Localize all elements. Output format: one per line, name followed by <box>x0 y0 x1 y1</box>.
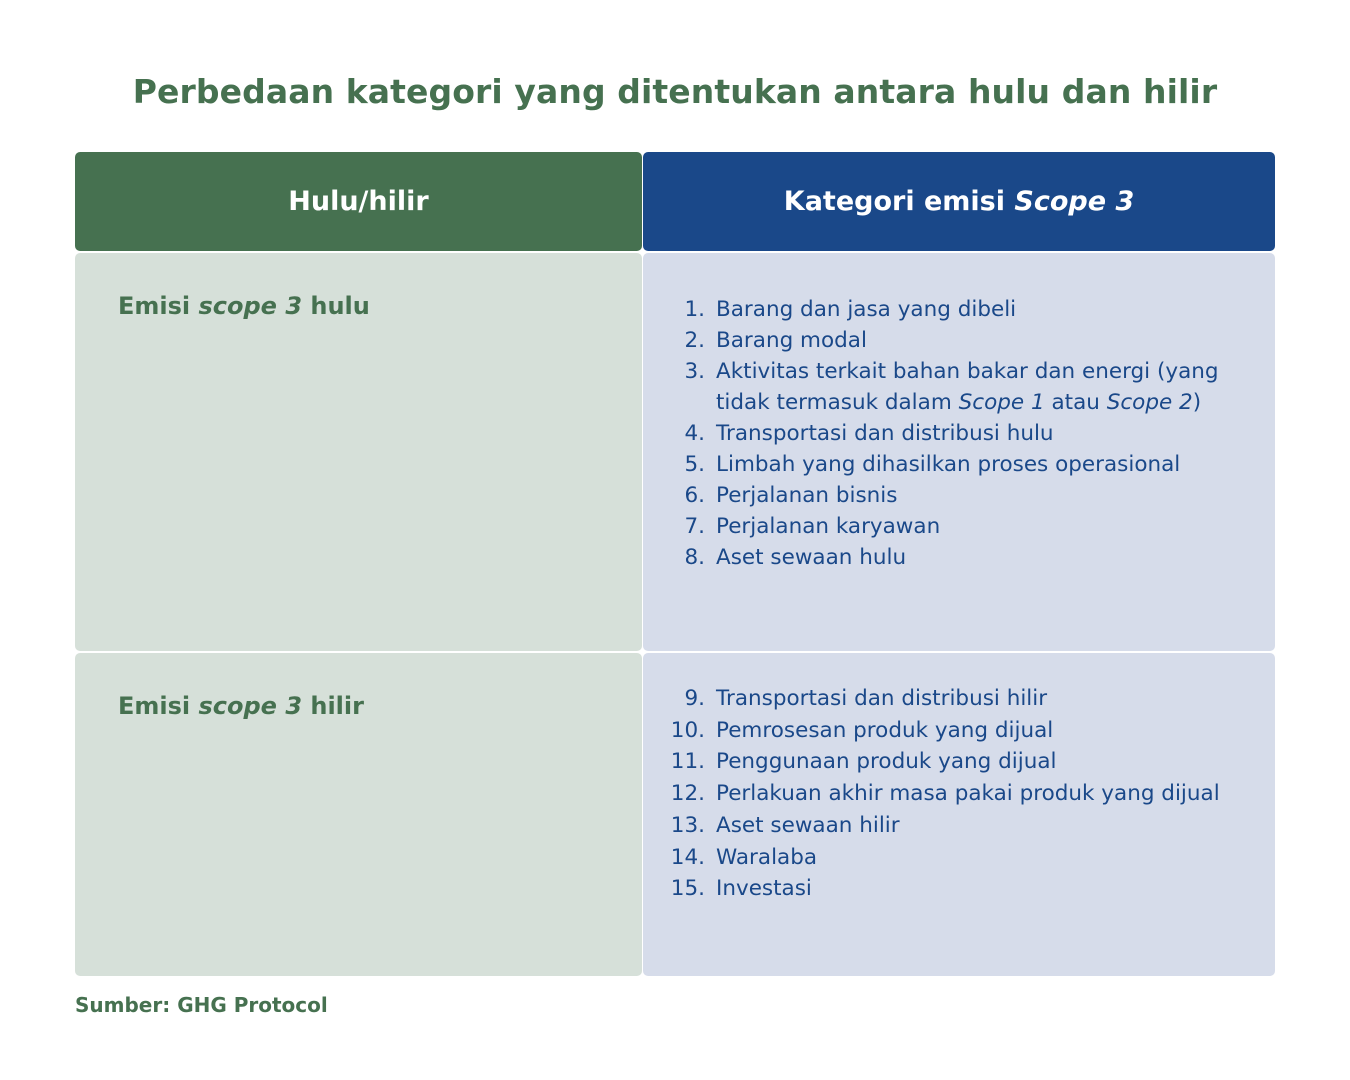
hilir-category-list <box>643 683 1275 905</box>
row-hilir-label-suffix: hilir <box>302 692 364 720</box>
list-item: 3. Aktivitas terkait bahan bakar dan energi (yang tidak termasuk dalam Scope 1 atau Scope 2) <box>684 359 1219 415</box>
header-hulu-hilir-label: Hulu/hilir <box>288 186 429 217</box>
row-hulu-label <box>118 292 370 320</box>
list-item: 15. Investasi <box>670 876 812 902</box>
row-hilir-label-prefix: Emisi <box>118 692 199 720</box>
list-item: 6. Perjalanan bisnis <box>684 483 898 508</box>
list-item: 2. Barang modal <box>684 328 867 353</box>
row-hilir-categories-cell <box>643 653 1275 976</box>
list-item: 8. Aset sewaan hulu <box>684 545 907 570</box>
hulu-category-list <box>643 294 1275 573</box>
list-item: 12. Perlakuan akhir masa pakai produk yang dijual <box>670 781 1220 807</box>
list-item: 11. Penggunaan produk yang dijual <box>670 749 1057 775</box>
list-item: 5. Limbah yang dihasilkan proses operasional <box>684 452 1181 477</box>
row-hulu-label-prefix: Emisi <box>118 292 199 320</box>
row-hilir-label-cell <box>75 653 642 976</box>
source-note: Sumber: GHG Protocol <box>75 993 328 1017</box>
list-item: 9. Transportasi dan distribusi hilir <box>684 686 1048 711</box>
header-hulu-hilir <box>75 152 642 251</box>
header-kategori-italic: Scope 3 <box>1014 186 1135 217</box>
list-item: 13. Aset sewaan hilir <box>670 812 900 838</box>
list-item: 7. Perjalanan karyawan <box>684 514 941 539</box>
header-kategori-emisi <box>643 152 1275 251</box>
list-item: 4. Transportasi dan distribusi hulu <box>684 421 1054 446</box>
row-hulu-label-cell <box>75 253 642 651</box>
row-hilir-label <box>118 692 364 720</box>
row-hulu-label-italic: scope 3 <box>198 292 303 320</box>
header-kategori-emisi-label <box>784 186 1134 217</box>
header-kategori-prefix: Kategori emisi <box>783 186 1015 217</box>
list-item: 14. Waralaba <box>670 844 818 870</box>
row-hulu-categories-cell <box>643 253 1275 651</box>
row-hulu-label-suffix: hulu <box>302 292 370 320</box>
list-item: 10. Pemrosesan produk yang dijual <box>670 717 1054 743</box>
page-title: Perbedaan kategori yang ditentukan antara hulu dan hilir <box>132 72 1218 111</box>
list-item: 1. Barang dan jasa yang dibeli <box>684 297 1017 322</box>
row-hilir-label-italic: scope 3 <box>198 692 303 720</box>
